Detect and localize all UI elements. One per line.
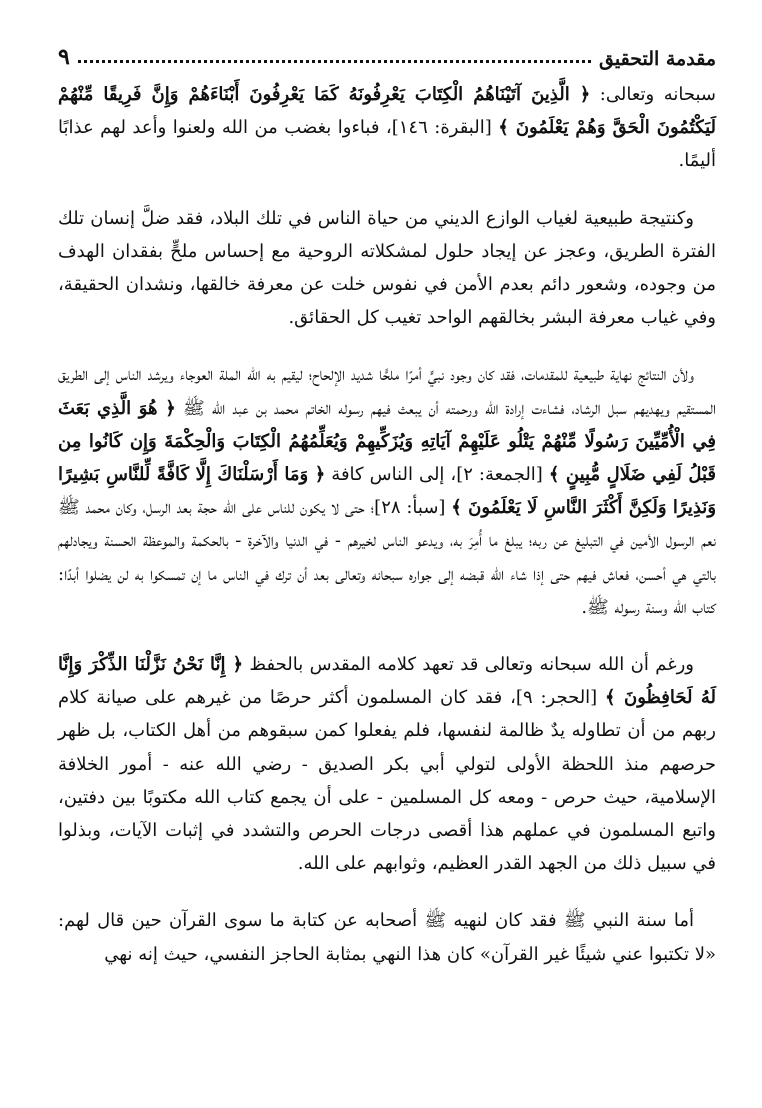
page-body: [58, 78, 716, 971]
paragraph-3: [58, 358, 716, 624]
quran-verse: ﴿ هُوَ الَّذِي بَعَثَ فِي الْأُمِّيِّينَ رَسُولًا مِّنْهُمْ يَتْلُو عَلَيْهِمْ آيَاتِهِ وَيُزَكِّيهِمْ وَيُعَلِّمُهُمُ الْكِتَابَ وَالْحِكْمَةَ وَإِن كَانُوا مِن قَبْلُ لَفِي ضَلَالٍ مُّبِينٍ ﴾: [58, 397, 717, 486]
paragraph-1: [58, 78, 716, 178]
paragraph-gap: [58, 178, 716, 202]
quran-verse: ﴿ وَمَا أَرْسَلْنَاكَ إِلَّا كَافَّةً لِّلنَّاسِ بَشِيرًا وَنَذِيرًا وَلَكِنَّ أَكْثَرَ النَّاسِ لَا يَعْلَمُونَ ﴾: [58, 464, 717, 519]
page-header: [58, 36, 716, 70]
text-segment: سبحانه وتعالى:: [590, 84, 716, 105]
paragraph-gap: [58, 334, 716, 358]
paragraph-gap: [58, 880, 716, 904]
text-segment: ورغم أن الله سبحانه وتعالى قد تعهد كلامه المقدس بالحفظ: [243, 654, 694, 676]
text-segment: [سبأ: ٢٨]؛ حتى لا يكون للناس على الله حجة بعد الرسل، وكان محمد ﷺ نعم الرسول الأمين في التبليغ عن ربه؛ يبلغ ما أُمِرَ به، ويدعو الناس لخيرهم - في الدنيا والآخرة - بالحكمة والموعظة الحسنة ويجادلهم بالتي هي أحسن، فعاش فيهم حتى إذا شاء الله قبضه إلى جواره سبحانه وتعالى بعد أن ترك في الناس ما إن تمسكوا به لن يضلوا أبدًا: كتاب الله وسنة رسوله ﷺ.: [58, 497, 716, 618]
page-header-title: مقدمة التحقيق: [599, 48, 716, 70]
text-segment: أما سنة النبي ﷺ فقد كان لنهيه ﷺ أصحابه عن كتابة ما سوى القرآن حين قال لهم: «لا تكتبوا عني شيئًا غير القرآن» كان هذا النهي بمثابة الحاجز النفسي، حيث إنه نهي: [58, 910, 716, 965]
text-segment: ولأن النتائج نهاية طبيعية للمقدمات، فقد كان وجود نبيٍّ أمرًا ملحًّا شديد الإلحاح؛ ليقيم به الله الملة العوجاء ويرشد الناس إلى الطريق المستقيم ويهديهم سبل الرشاد، فشاءت إرادة الله ورحمته أن يبعث فيهم رسوله الخاتم محمد بن عبد الله ﷺ: [58, 364, 717, 419]
text-segment: وكنتيجة طبيعية لغياب الوازع الديني من حياة الناس في تلك البلاد، فقد ضلَّ إنسان تلك الفترة الطريق، وعجز عن إيجاد حلول لمشكلاته الروحية مع إحساس ملحٍّ بفقدان الهدف من وجوده، وشعور دائم بعدم الأمن في نفوس خلت عن معرفة خالقها، ونشدان الحقيقة، وفي غياب معرفة البشر بخالقهم الواحد تغيب كل الحقائق.: [58, 207, 716, 329]
text-segment: [الحجر: ٩]، فقد كان المسلمون أكثر حرصًا من غيرهم على صيانة كلام ربهم من أن تطاوله يدٌ ظالمة لنفسها، فلم يفعلوا كمن سبقوهم من أهل الكتاب، بل ظهر حرصهم منذ اللحظة الأولى لتولي أبي بكر الصديق - رضي الله عنه - أمور الخلافة الإسلامية، حيث حرص - ومعه كل المسلمين - على أن يجمع كتاب الله مكتوبًا بين دفتين، واتبع المسلمون في عملهم هذا أقصى درجات الحرص والتشدد في إثبات الآيات، وبذلوا في سبيل ذلك من الجهد القدر العظيم، وثوابهم على الله.: [58, 687, 716, 875]
quran-verse: ﴿ إِنَّا نَحْنُ نَزَّلْنَا الذِّكْرَ وَإِنَّا لَهُ لَحَافِظُونَ ﴾: [58, 654, 716, 709]
paragraph-5: [58, 904, 716, 970]
paragraph-gap: [58, 624, 716, 648]
paragraph-2: [58, 202, 716, 335]
text-segment: [الجمعة: ٢]، إلى الناس كافة: [325, 464, 549, 486]
header-dot-leader: [78, 60, 591, 63]
quran-verse: ﴿ الَّذِينَ آتَيْنَاهُمُ الْكِتَابَ يَعْرِفُونَهُ كَمَا يَعْرِفُونَ أَبْنَاءَهُمْ وَإِنَّ فَرِيقًا مِّنْهُمْ لَيَكْتُمُونَ الْحَقَّ وَهُمْ يَعْلَمُونَ ﴾: [58, 84, 716, 139]
paragraph-4: [58, 648, 716, 880]
page-number: ٩: [58, 44, 70, 70]
text-segment: [البقرة: ١٤٦]، فباءوا بغضب من الله ولعنوا وأعد لهم عذابًا أليمًا.: [58, 117, 716, 172]
